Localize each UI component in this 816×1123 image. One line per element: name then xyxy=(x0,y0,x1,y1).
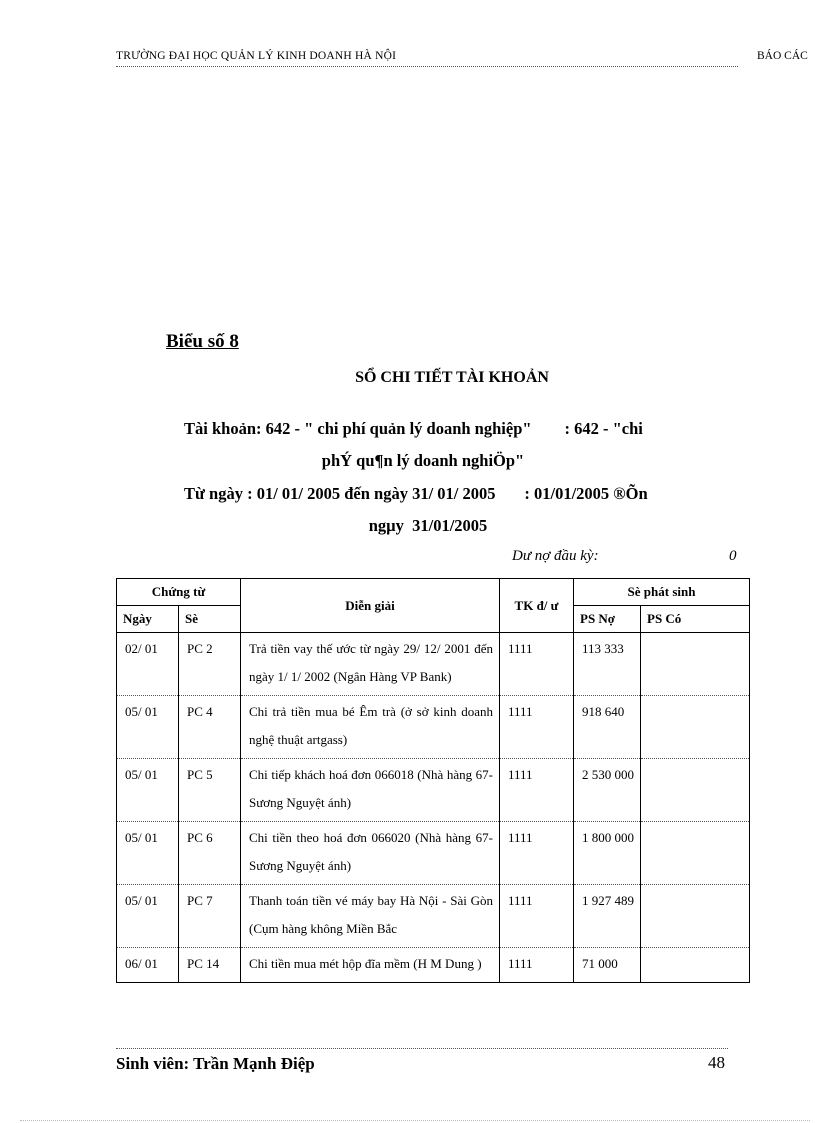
account-line-1: Tài khoản: 642 - " chi phí quản lý doanh nghiệp" : 642 - "chi xyxy=(184,419,643,438)
row-debit: 71 000 xyxy=(574,948,641,983)
account-header: TK đ/ ư xyxy=(500,579,574,633)
row-account: 1111 xyxy=(500,633,574,696)
voucher-header: Chứng từ xyxy=(117,579,241,606)
opening-balance-label: Dư nợ đầu kỳ: xyxy=(512,548,599,564)
description-header: Diễn giải xyxy=(241,579,500,633)
row-date: 05/ 01 xyxy=(117,822,179,885)
date-range-line-1: Từ ngày : 01/ 01/ 2005 đến ngày 31/ 01/ 2005 : 01/01/2005 ®Õn xyxy=(184,484,648,503)
row-description: Thanh toán tiền vé máy bay Hà Nội - Sài Gòn (Cụm hàng không Miền Bắc xyxy=(241,885,500,948)
number-header: Sè xyxy=(179,606,241,633)
page-number: 48 xyxy=(708,1053,725,1072)
row-description: Chi trả tiền mua bé Êm trà (ở sở kinh doanh nghệ thuật artgass) xyxy=(241,696,500,759)
row-account: 1111 xyxy=(500,822,574,885)
header-school: TRƯỜNG ĐẠI HỌC QUẢN LÝ KINH DOANH HÀ NỘI xyxy=(116,50,397,62)
table-row xyxy=(117,696,750,759)
debit-header: PS Nợ xyxy=(574,606,641,633)
row-debit: 1 800 000 xyxy=(574,822,641,885)
table-row xyxy=(117,759,750,822)
row-credit xyxy=(641,696,750,759)
row-debit: 113 333 xyxy=(574,633,641,696)
row-number: PC 4 xyxy=(179,696,241,759)
row-date: 05/ 01 xyxy=(117,885,179,948)
row-description: Chi tiền mua mét hộp đĩa mềm (H M Dung ) xyxy=(241,948,500,983)
row-debit: 918 640 xyxy=(574,696,641,759)
row-credit xyxy=(641,633,750,696)
row-date: 06/ 01 xyxy=(117,948,179,983)
row-number: PC 7 xyxy=(179,885,241,948)
row-credit xyxy=(641,885,750,948)
page-bottom-divider xyxy=(20,1120,810,1121)
footer-divider xyxy=(116,1048,728,1049)
row-debit: 2 530 000 xyxy=(574,759,641,822)
footer-student: Sinh viên: Trần Mạnh Điệp xyxy=(116,1054,315,1073)
header-report: BÁO CÁC xyxy=(757,50,808,62)
row-credit xyxy=(641,759,750,822)
row-credit xyxy=(641,948,750,983)
arising-header: Sè phát sinh xyxy=(574,579,750,606)
opening-balance-value: 0 xyxy=(729,548,737,564)
document-title: SỔ CHI TIẾT TÀI KHOẢN xyxy=(355,369,549,386)
date-header: Ngày xyxy=(117,606,179,633)
row-description: Trả tiền vay thế ước từ ngày 29/ 12/ 2001 đến ngày 1/ 1/ 2002 (Ngân Hàng VP Bank) xyxy=(241,633,500,696)
row-account: 1111 xyxy=(500,759,574,822)
row-number: PC 14 xyxy=(179,948,241,983)
row-date: 05/ 01 xyxy=(117,759,179,822)
row-description: Chi tiền theo hoá đơn 066020 (Nhà hàng 67- Sương Nguyệt ánh) xyxy=(241,822,500,885)
row-number: PC 5 xyxy=(179,759,241,822)
table-row xyxy=(117,885,750,948)
row-account: 1111 xyxy=(500,885,574,948)
table-row xyxy=(117,948,750,983)
ledger-table xyxy=(116,578,750,983)
header-divider xyxy=(116,66,738,67)
table-row xyxy=(117,822,750,885)
date-range-line-2: ngµy 31/01/2005 xyxy=(368,516,488,535)
row-account: 1111 xyxy=(500,696,574,759)
row-debit: 1 927 489 xyxy=(574,885,641,948)
row-number: PC 6 xyxy=(179,822,241,885)
table-row xyxy=(117,633,750,696)
credit-header: PS Có xyxy=(641,606,750,633)
form-number: Biểu số 8 xyxy=(166,331,239,352)
row-date: 02/ 01 xyxy=(117,633,179,696)
row-description: Chi tiếp khách hoá đơn 066018 (Nhà hàng 67- Sương Nguyệt ánh) xyxy=(241,759,500,822)
row-account: 1111 xyxy=(500,948,574,983)
row-date: 05/ 01 xyxy=(117,696,179,759)
account-line-2: phÝ qu¶n lý doanh nghiÖp" xyxy=(321,451,525,470)
row-credit xyxy=(641,822,750,885)
row-number: PC 2 xyxy=(179,633,241,696)
